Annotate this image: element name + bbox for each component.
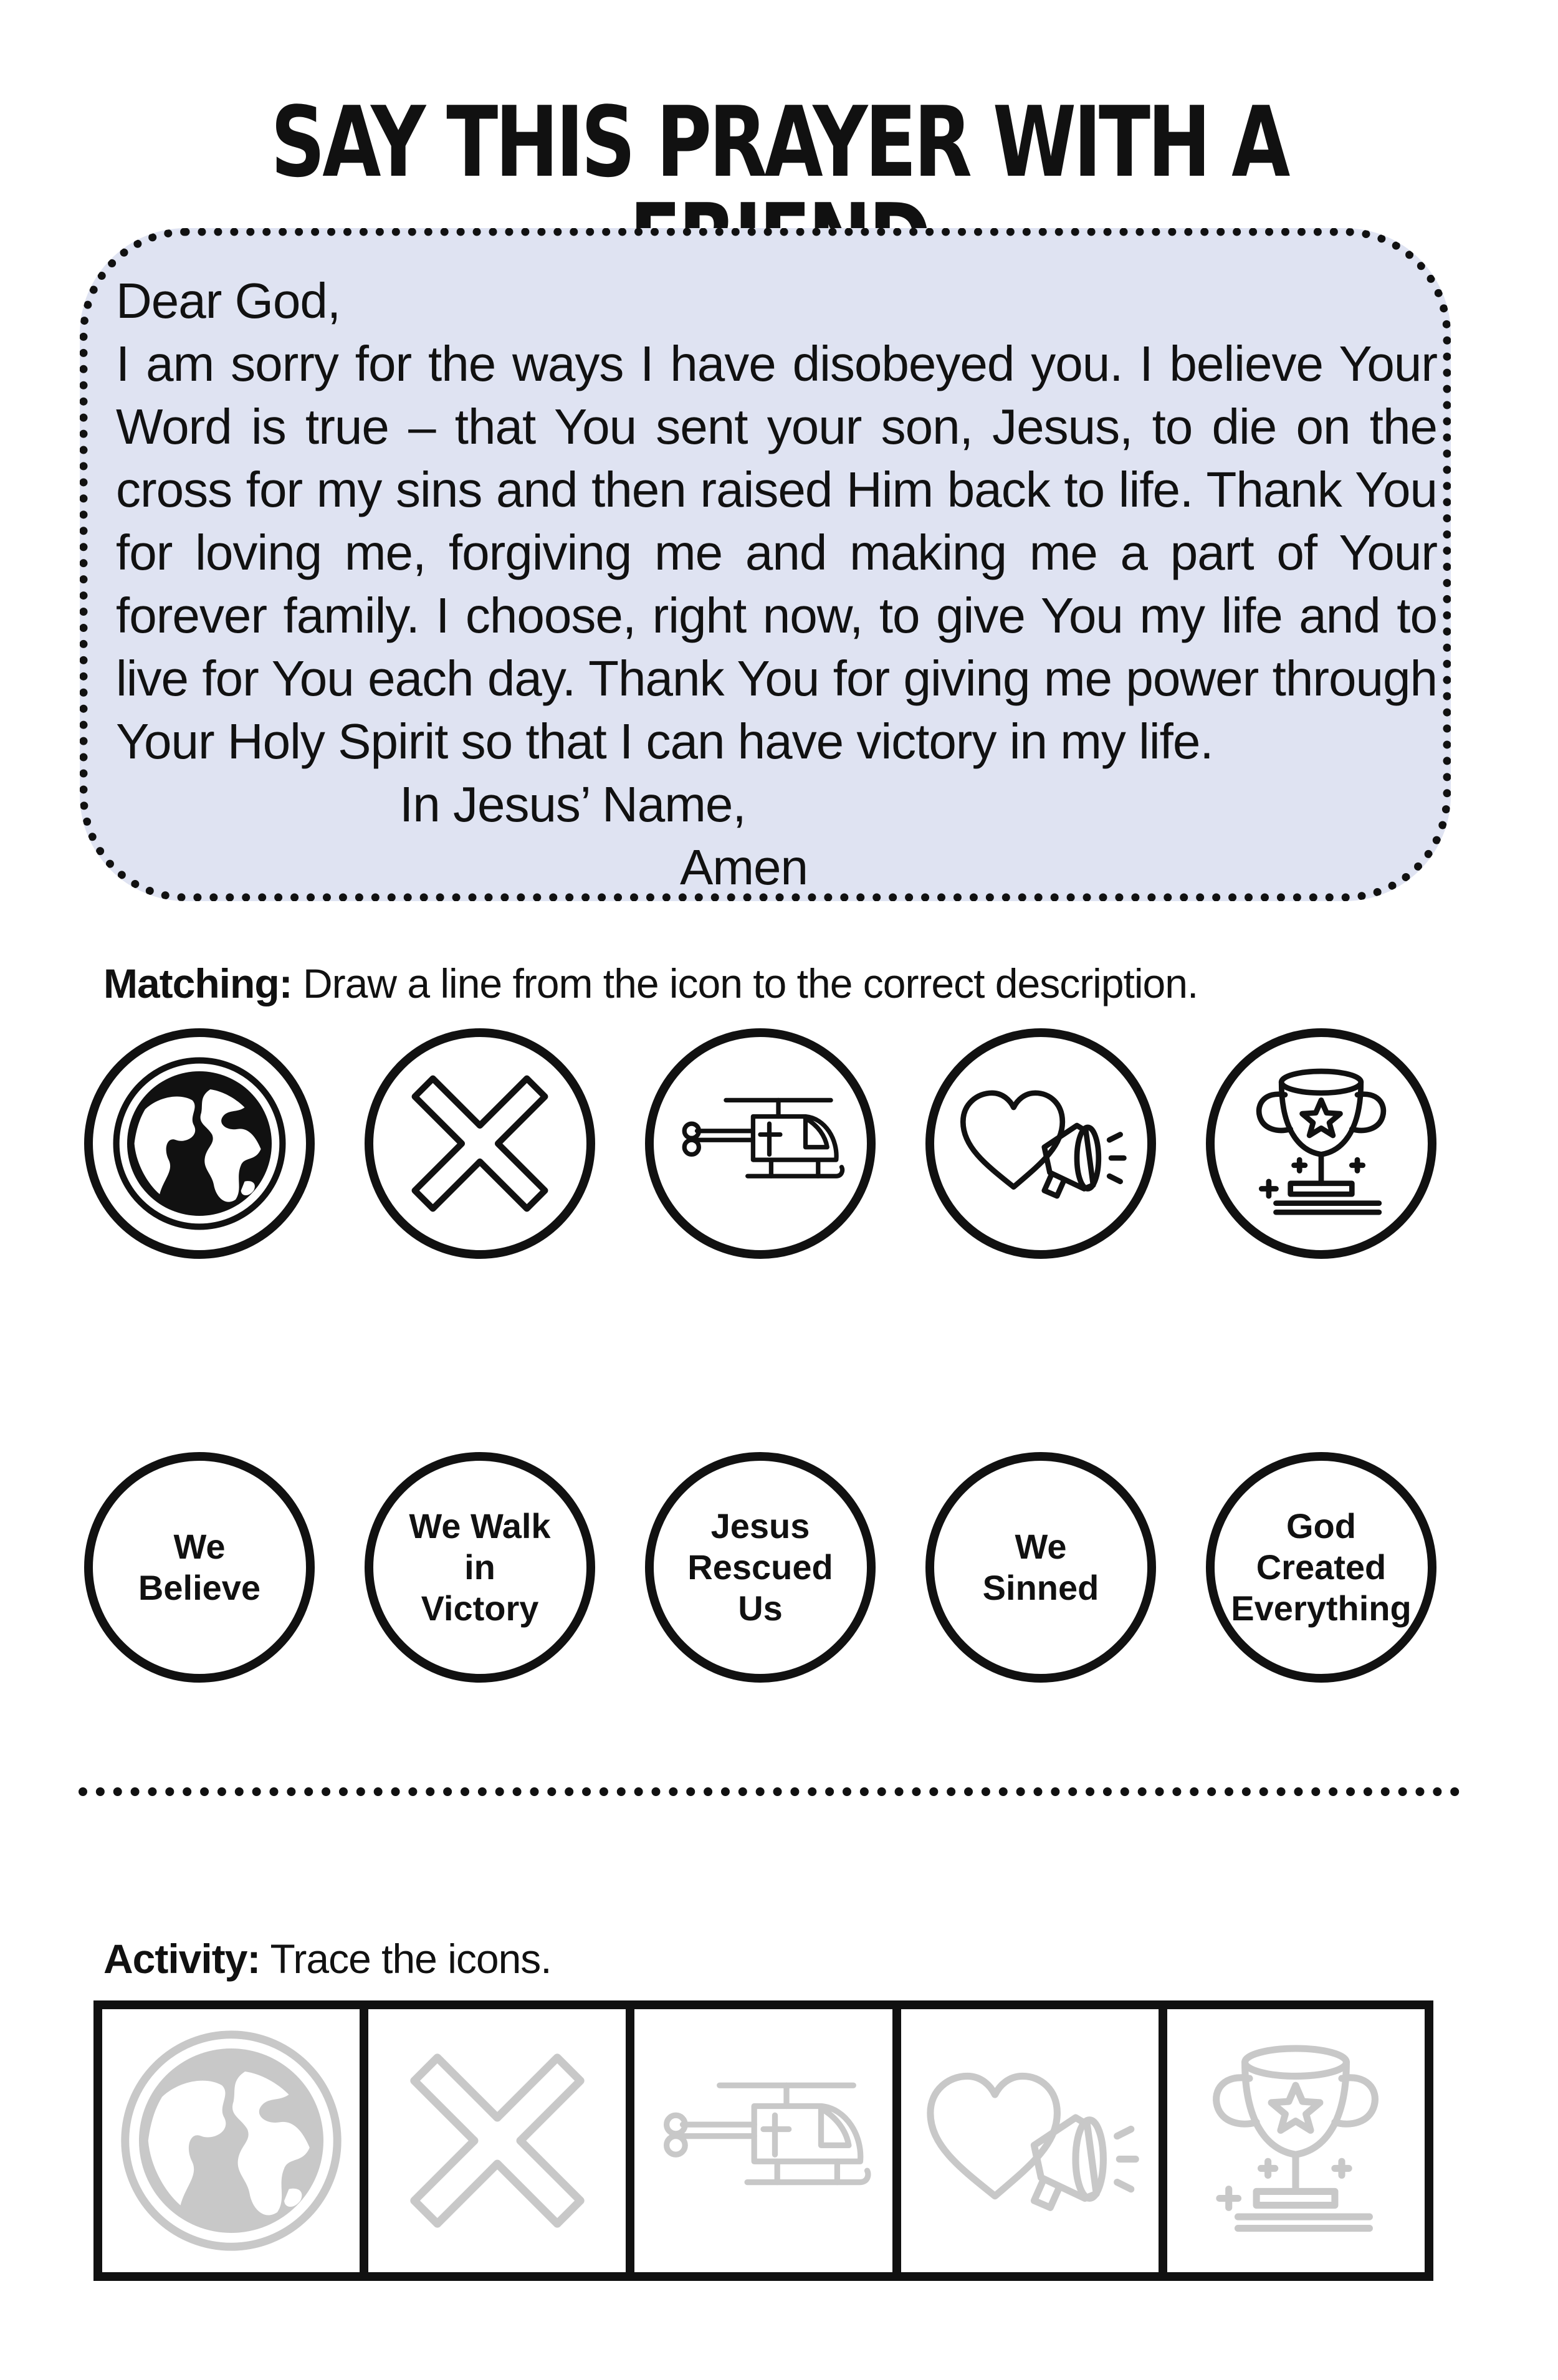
helicopter-icon — [648, 2025, 879, 2256]
match-desc-label: Jesus Rescued Us — [687, 1506, 833, 1628]
page-title: SAY THIS PRAYER WITH A — [270, 85, 1288, 199]
matching-label: Matching: — [103, 960, 292, 1006]
match-desc-label: We Believe — [138, 1527, 261, 1607]
match-desc-jesus-rescued-us[interactable] — [645, 1452, 876, 1683]
trace-cell-heart-megaphone[interactable] — [901, 2009, 1167, 2272]
heart-megaphone-icon — [950, 1053, 1131, 1234]
prayer-greeting: Dear God, — [116, 273, 341, 328]
match-desc-label: We Sinned — [982, 1527, 1099, 1607]
match-icon-helicopter[interactable] — [645, 1028, 876, 1259]
match-desc-we-believe[interactable] — [84, 1452, 315, 1683]
globe-icon — [116, 2025, 346, 2256]
prayer-text — [116, 269, 1437, 899]
globe-icon — [109, 1053, 290, 1234]
cross-x-icon — [382, 2025, 613, 2256]
trace-table — [93, 2000, 1433, 2281]
match-icon-trophy[interactable] — [1206, 1028, 1436, 1259]
match-desc-we-sinned[interactable] — [925, 1452, 1156, 1683]
trace-cell-globe[interactable] — [102, 2009, 368, 2272]
prayer-body: I am sorry for the ways I have disobeyed you. I believe Your Word is true – that You sent your son, Jesus, to die on the cross for my sins and then raised Him back to life. Thank You for loving me, forgiving me and making me a part of Your forever family. I choose, right now, to give You my life and to live for You each day. Thank You for giving me power through Your Holy Spirit so that I can have victory in my life. — [116, 336, 1437, 769]
matching-instruction — [103, 960, 1198, 1007]
prayer-closing: In Jesus’ Name, — [399, 777, 746, 832]
helicopter-icon — [670, 1053, 851, 1234]
trace-cell-helicopter[interactable] — [634, 2009, 901, 2272]
section-divider — [79, 1787, 1460, 1796]
trace-cell-trophy[interactable] — [1167, 2009, 1425, 2272]
matching-instruction-text: Draw a line from the icon to the correct description. — [302, 960, 1198, 1006]
match-desc-label: God Created Everything — [1231, 1506, 1412, 1628]
trace-cell-x[interactable] — [368, 2009, 634, 2272]
match-desc-we-walk-in-victory[interactable] — [365, 1452, 595, 1683]
match-desc-god-created-everything[interactable] — [1206, 1452, 1436, 1683]
match-desc-label: We Walk in Victory — [409, 1506, 551, 1628]
match-icon-x[interactable] — [365, 1028, 595, 1259]
cross-x-icon — [390, 1053, 570, 1234]
activity-label: Activity: — [103, 1936, 260, 1982]
match-icon-globe[interactable] — [84, 1028, 315, 1259]
prayer-amen: Amen — [680, 839, 808, 895]
trophy-icon — [1180, 2025, 1411, 2256]
heart-megaphone-icon — [914, 2025, 1145, 2256]
trophy-icon — [1231, 1053, 1412, 1234]
activity-instruction-text: Trace the icons. — [270, 1936, 552, 1982]
activity-instruction — [103, 1935, 552, 1982]
match-icon-heart-megaphone[interactable] — [925, 1028, 1156, 1259]
